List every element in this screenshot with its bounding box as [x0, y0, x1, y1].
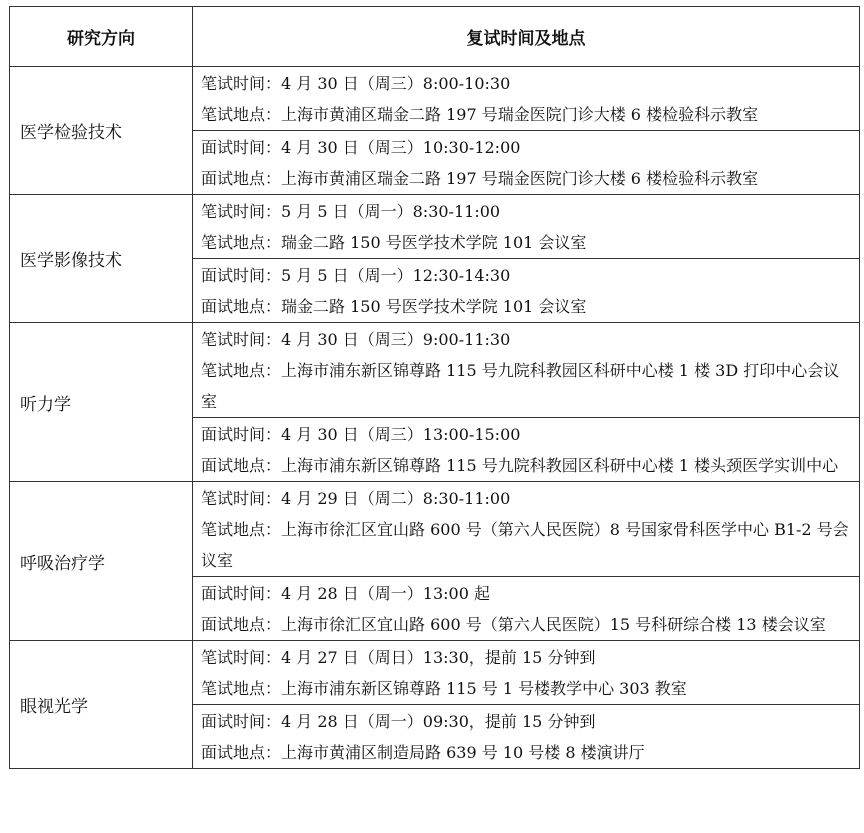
header-direction: 研究方向 — [10, 7, 193, 67]
written-exam-cell — [193, 67, 860, 131]
written-time: 笔试时间：4 月 30 日（周三）8:00-10:30 — [201, 74, 511, 93]
interview-place: 面试地点：瑞金二路 150 号医学技术学院 101 会议室 — [201, 297, 587, 316]
written-place: 笔试地点：上海市浦东新区锦尊路 115 号九院科教园区科研中心楼 1 楼 3D 打印中心会议室 — [201, 361, 840, 411]
interview-cell — [193, 577, 860, 641]
direction-cell: 呼吸治疗学 — [10, 482, 193, 641]
table-row — [10, 641, 860, 705]
interview-cell — [193, 259, 860, 323]
interview-time: 面试时间：5 月 5 日（周一）12:30-14:30 — [201, 266, 511, 285]
written-exam-cell — [193, 482, 860, 577]
direction-cell: 眼视光学 — [10, 641, 193, 769]
direction-cell: 医学检验技术 — [10, 67, 193, 195]
interview-time: 面试时间：4 月 30 日（周三）10:30-12:00 — [201, 138, 521, 157]
interview-place: 面试地点：上海市黄浦区制造局路 639 号 10 号楼 8 楼演讲厅 — [201, 743, 645, 762]
direction-cell: 医学影像技术 — [10, 195, 193, 323]
written-time: 笔试时间：4 月 27 日（周日）13:30，提前 15 分钟到 — [201, 648, 596, 667]
table-row — [10, 482, 860, 577]
interview-time: 面试时间：4 月 30 日（周三）13:00-15:00 — [201, 425, 521, 444]
interview-place: 面试地点：上海市黄浦区瑞金二路 197 号瑞金医院门诊大楼 6 楼检验科示教室 — [201, 169, 759, 188]
schedule-table — [9, 6, 860, 769]
interview-time: 面试时间：4 月 28 日（周一）13:00 起 — [201, 584, 490, 603]
written-exam-cell — [193, 323, 860, 418]
written-place: 笔试地点：瑞金二路 150 号医学技术学院 101 会议室 — [201, 233, 587, 252]
interview-place: 面试地点：上海市浦东新区锦尊路 115 号九院科教园区科研中心楼 1 楼头颈医学实训中心 — [201, 456, 839, 475]
header-row — [10, 7, 860, 67]
written-place: 笔试地点：上海市浦东新区锦尊路 115 号 1 号楼教学中心 303 教室 — [201, 679, 687, 698]
header-schedule: 复试时间及地点 — [193, 7, 860, 67]
interview-time: 面试时间：4 月 28 日（周一）09:30，提前 15 分钟到 — [201, 712, 596, 731]
table-row — [10, 195, 860, 259]
written-time: 笔试时间：4 月 29 日（周二）8:30-11:00 — [201, 489, 511, 508]
written-place: 笔试地点：上海市黄浦区瑞金二路 197 号瑞金医院门诊大楼 6 楼检验科示教室 — [201, 105, 759, 124]
written-time: 笔试时间：4 月 30 日（周三）9:00-11:30 — [201, 330, 511, 349]
direction-cell: 听力学 — [10, 323, 193, 482]
written-time: 笔试时间：5 月 5 日（周一）8:30-11:00 — [201, 202, 501, 221]
written-exam-cell — [193, 641, 860, 705]
interview-place: 面试地点：上海市徐汇区宜山路 600 号（第六人民医院）15 号科研综合楼 13 楼会议室 — [201, 615, 826, 634]
written-place: 笔试地点：上海市徐汇区宜山路 600 号（第六人民医院）8 号国家骨科医学中心 B1-2 号会议室 — [201, 520, 849, 570]
interview-cell — [193, 418, 860, 482]
table-row — [10, 323, 860, 418]
interview-cell — [193, 705, 860, 769]
written-exam-cell — [193, 195, 860, 259]
table-row — [10, 67, 860, 131]
interview-cell — [193, 131, 860, 195]
